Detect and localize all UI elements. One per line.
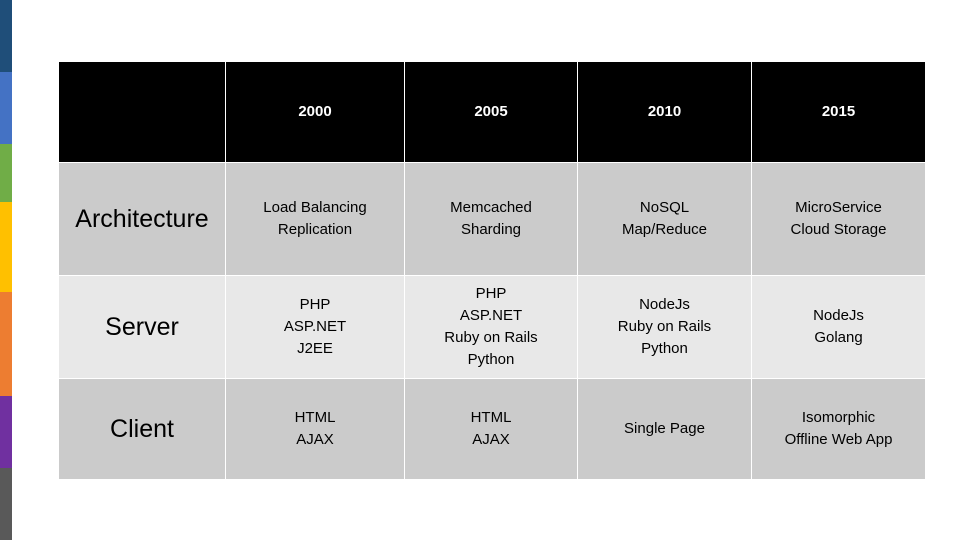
- header-row: [59, 62, 926, 163]
- header-year-2015: 2015: [752, 62, 926, 163]
- table-cell: PHP ASP.NET J2EE: [226, 276, 405, 379]
- table-cell: Load Balancing Replication: [226, 163, 405, 276]
- strip-segment-yellow: [0, 202, 12, 292]
- row-label-client: Client: [59, 379, 226, 480]
- header-year-2010: 2010: [578, 62, 752, 163]
- strip-segment-blue: [0, 72, 12, 144]
- header-year-2005: 2005: [405, 62, 578, 163]
- strip-segment-green: [0, 144, 12, 202]
- row-label-architecture: Architecture: [59, 163, 226, 276]
- header-corner-cell: [59, 62, 226, 163]
- table-cell: NodeJs Ruby on Rails Python: [578, 276, 752, 379]
- row-label-server: Server: [59, 276, 226, 379]
- color-strip: [0, 0, 12, 540]
- table-row-architecture: [59, 163, 926, 276]
- header-year-2000: 2000: [226, 62, 405, 163]
- table-cell: NodeJs Golang: [752, 276, 926, 379]
- strip-segment-purple: [0, 396, 12, 468]
- table-cell: NoSQL Map/Reduce: [578, 163, 752, 276]
- technology-timeline-table: [58, 61, 926, 480]
- strip-segment-navy: [0, 0, 12, 72]
- table-cell: MicroService Cloud Storage: [752, 163, 926, 276]
- table-cell: PHP ASP.NET Ruby on Rails Python: [405, 276, 578, 379]
- table-cell: Isomorphic Offline Web App: [752, 379, 926, 480]
- table-row-server: [59, 276, 926, 379]
- table-cell: HTML AJAX: [226, 379, 405, 480]
- table-row-client: [59, 379, 926, 480]
- table-cell: Memcached Sharding: [405, 163, 578, 276]
- table-cell: Single Page: [578, 379, 752, 480]
- strip-segment-gray: [0, 468, 12, 540]
- strip-segment-orange: [0, 292, 12, 396]
- table-cell: HTML AJAX: [405, 379, 578, 480]
